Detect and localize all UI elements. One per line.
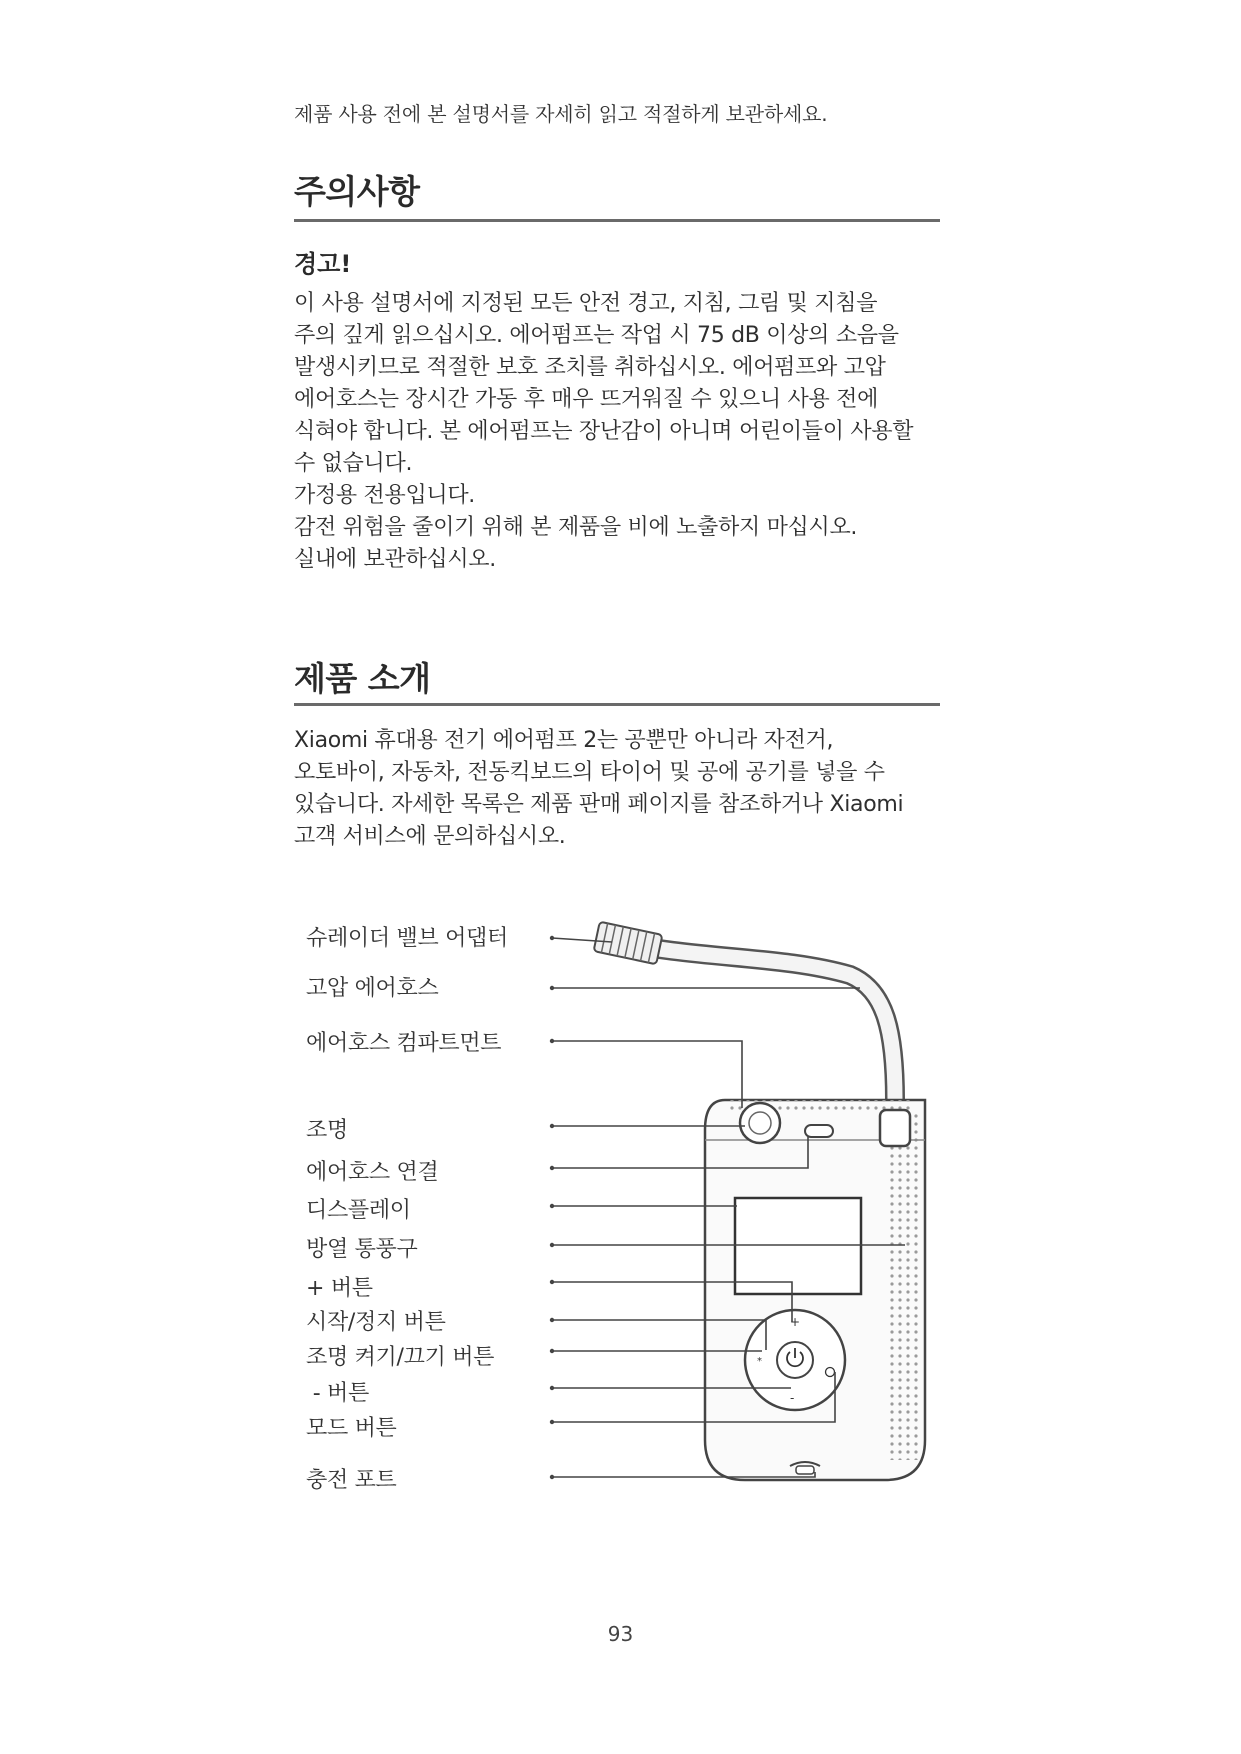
safety-line: 발생시키므로 적절한 보호 조치를 취하십시오. 에어펌프와 고압	[294, 355, 886, 380]
safety-heading: 주의사항	[294, 172, 420, 211]
label-start-stop-button: 시작/정지 버튼	[306, 1310, 446, 1335]
product-line: 있습니다. 자세한 목록은 제품 판매 페이지를 참조하거나 Xiaomi	[294, 792, 904, 817]
label-minus-button: - 버튼	[306, 1381, 369, 1406]
safety-line: 에어호스는 장시간 가동 후 매우 뜨거워질 수 있으니 사용 전에	[294, 387, 879, 412]
display-shape	[735, 1198, 861, 1294]
svg-text:-: -	[790, 1391, 795, 1405]
label-hose-compartment: 에어호스 컴파트먼트	[306, 1031, 502, 1056]
label-charging-port: 충전 포트	[306, 1468, 397, 1493]
valve-adapter-shape	[594, 922, 663, 965]
safety-line: 식혀야 합니다. 본 에어펌프는 장난감이 아니며 어린이들이 사용할	[294, 419, 914, 444]
svg-text:+: +	[790, 1315, 801, 1329]
label-light: 조명	[306, 1118, 348, 1143]
label-hose-connection: 에어호스 연결	[306, 1160, 439, 1185]
svg-text:*: *	[757, 1356, 762, 1367]
safety-line: 이 사용 설명서에 지정된 모든 안전 경고, 지침, 그림 및 지침을	[294, 291, 878, 316]
label-light-toggle-button: 조명 켜기/끄기 버튼	[306, 1345, 495, 1370]
safety-line: 감전 위험을 줄이기 위해 본 제품을 비에 노출하지 마십시오.	[294, 515, 858, 540]
warning-heading: 경고!	[294, 250, 352, 278]
safety-line: 가정용 전용입니다.	[294, 483, 476, 508]
start-stop-button-shape	[777, 1342, 813, 1378]
safety-line: 실내에 보관하십시오.	[294, 547, 496, 572]
leader-dots	[550, 936, 554, 1479]
product-line: Xiaomi 휴대용 전기 에어펌프 2는 공뿐만 아니라 자전거,	[294, 728, 834, 753]
product-heading: 제품 소개	[294, 659, 431, 698]
product-line: 고객 서비스에 문의하십시오.	[294, 824, 566, 849]
safety-line: 수 없습니다.	[294, 451, 413, 476]
product-line: 오토바이, 자동차, 전동킥보드의 타이어 및 공에 공기를 넣을 수	[294, 760, 885, 785]
label-display: 디스플레이	[306, 1198, 411, 1223]
label-mode-button: 모드 버튼	[306, 1416, 397, 1441]
intro-text: 제품 사용 전에 본 설명서를 자세히 읽고 적절하게 보관하세요.	[294, 102, 828, 126]
label-plus-button: + 버튼	[306, 1276, 373, 1301]
hose-connection-shape	[805, 1125, 833, 1137]
safety-line: 주의 깊게 읽으십시오. 에어펌프는 작업 시 75 dB 이상의 소음을	[294, 323, 899, 348]
label-high-pressure-hose: 고압 에어호스	[306, 976, 439, 1001]
label-schrader-valve-adapter: 슈레이더 밸브 어댑터	[306, 926, 508, 951]
label-vent: 방열 통풍구	[306, 1237, 418, 1262]
page-number: 93	[607, 1622, 634, 1646]
